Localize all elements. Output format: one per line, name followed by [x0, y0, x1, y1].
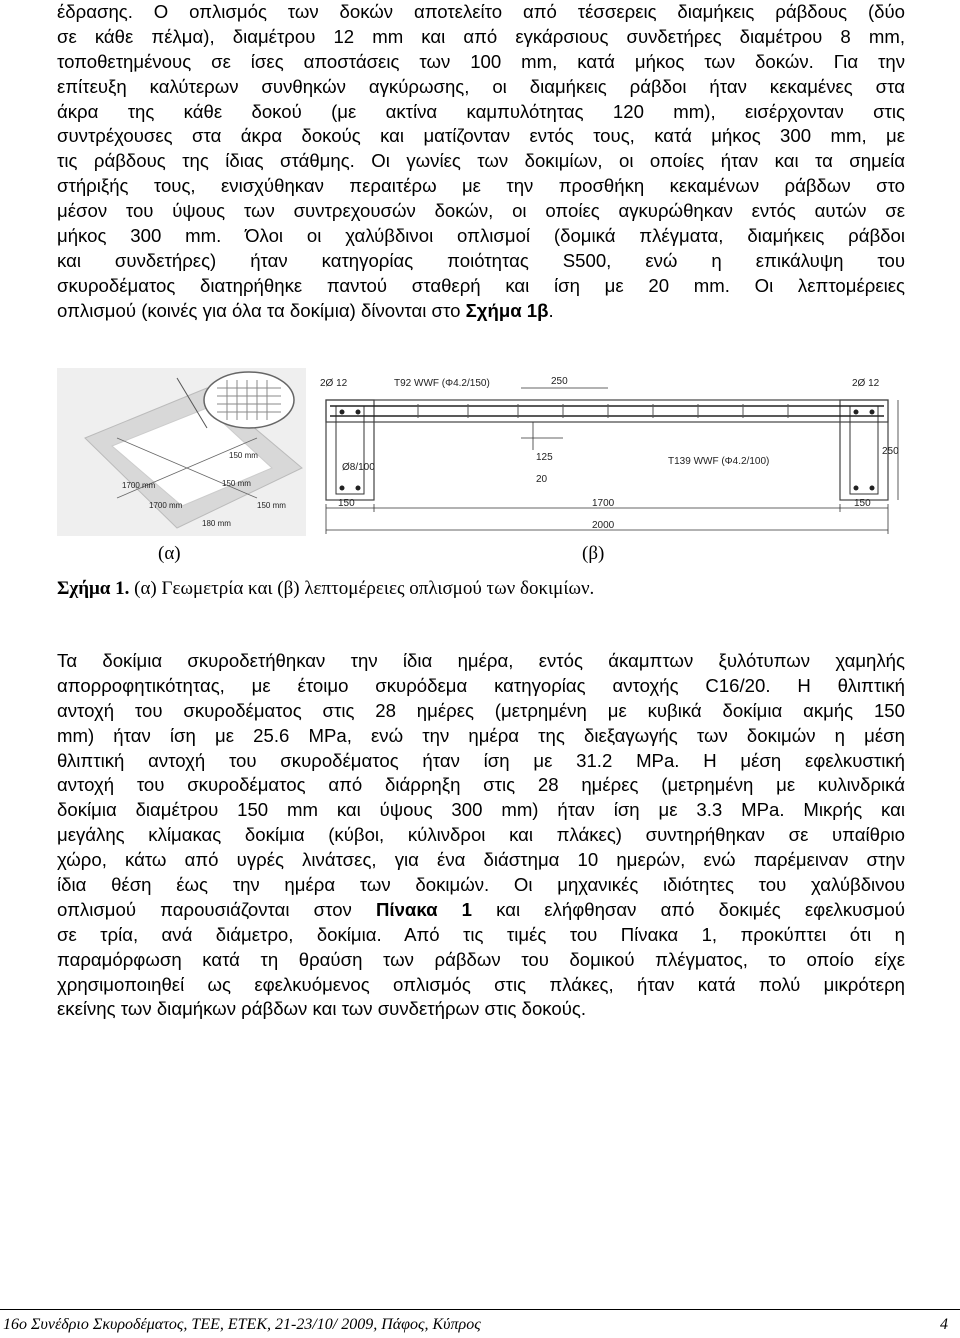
fig-a-label-3: 1700 mm: [122, 481, 156, 490]
text-line: μήκος 300 mm. Όλοι οι χαλύβδινοι οπλισμοί (δομικά πλέγματα, διαμήκεις ράβδοι: [57, 225, 905, 247]
text-line: εκείνης των διαμήκων ράβδων και των συνδετήρων στις δοκούς.: [57, 998, 586, 1020]
text-line: [57, 898, 905, 923]
text-line: επίτευξη καλύτερων συνθηκών αγκύρωσης, οι διαμήκεις ράβδοι ήταν κεκαμένες στα: [57, 75, 905, 97]
text-line: έδρασης. Ο οπλισμός των δοκών αποτελείτο από τέσσερεις διαμήκεις ράβδους (δύο: [57, 1, 905, 22]
fig-b-bottom-bars: 2Ø 12: [852, 378, 880, 389]
figure-geometry-drawing: [57, 368, 306, 536]
fig-b-bottom-mesh: T139 WWF (Φ4.2/100): [668, 456, 770, 467]
fig-b-total-2000: 2000: [592, 520, 615, 531]
fig-a-label-2: 150 mm: [222, 479, 251, 488]
text-line: mm) ήταν ίση με 25.6 MPa, ενώ την ημέρα της διεξαγωγής των δοκιμών η μέση: [57, 724, 905, 746]
text-line: Τα δοκίμια σκυροδετήθηκαν την ίδια ημέρα, εντός άκαμπτων ξυλότυπων χαμηλής: [57, 650, 905, 671]
fig-b-spacing-250: 250: [551, 376, 568, 387]
text-line: τοποθετημένους σε ίσες αποστάσεις των 100 mm, κατά μήκος των δοκών. Για την: [57, 50, 905, 72]
text-line-prefix: οπλισμού παρουσιάζονται στον: [57, 898, 376, 920]
text-line-suffix: και ελήφθησαν από δοκιμές εφελκυσμού: [472, 898, 905, 920]
text-line: ίδια θέση έως την ημέρα των δοκιμών. Οι μηχανικές ιδιότητες του χαλύβδινου: [57, 874, 905, 896]
fig-b-spacing-125: 125: [536, 452, 553, 463]
figure-reference: Σχήμα 1β: [465, 299, 549, 321]
text-line-prefix: οπλισμού (κοινές για όλα τα δοκίμια) δίνονται στο: [57, 299, 466, 321]
fig-b-top-mesh: T92 WWF (Φ4.2/150): [394, 378, 490, 389]
fig-a-label-1: 150 mm: [229, 451, 258, 460]
figure-geometry: [57, 368, 306, 536]
fig-b-span-1700: 1700: [592, 498, 615, 509]
fig-b-width-150-right: 150: [854, 498, 871, 509]
text-line-suffix: .: [548, 299, 554, 321]
fig-b-stirrups: Ø8/100: [342, 462, 375, 473]
table-reference: Πίνακα 1: [375, 898, 473, 920]
text-line: σκυροδέματος διατηρήθηκε παντού σταθερή και ίση με 20 mm. Οι λεπτομέρειες: [57, 274, 905, 296]
fig-b-spacing-20: 20: [536, 474, 548, 485]
text-line: μέσον του ύψους των συντρεχουσών δοκών, οι οποίες αγκυρώθηκαν εντός αυτών σε: [57, 200, 905, 222]
text-line: χώρο, κάτω από υγρές λινάτσες, για ένα διάστημα 10 ημερών, ενώ παρέμειναν στην: [57, 849, 905, 871]
text-line: αντοχή του σκυροδέματος στις 28 ημέρες (μετρημένη με κυβικά δοκίμια ακμής 150: [57, 699, 905, 721]
text-line: συντρέχουσες στα άκρα δοκούς και ματίζονταν εντός τους, κατά μήκος 300 mm, με: [57, 125, 905, 147]
fig-b-top-bars: 2Ø 12: [320, 378, 348, 389]
text-line: μεγάλης κλίμακας δοκίμια (κύβοι, κύλινδροι και πλάκες) συντηρήθηκαν σε υπαίθριο: [57, 824, 905, 846]
text-line: τις ράβδους της ίδιας στάθμης. Οι γωνίες των δοκιμίων, οι οποίες ήταν και τα σημεία: [57, 150, 905, 172]
text-line: αντοχή του σκυροδέματος από διάρρηξη στις 28 ημέρες (μετρημένη με κυλινδρικά: [57, 774, 905, 796]
paragraph-reinforcement: [57, 0, 905, 324]
figure-caption-text: (α) Γεωμετρία και (β) λεπτομέρειες οπλισμού των δοκιμίων.: [129, 578, 595, 599]
text-line: απορροφητικότητας, με έτοιμο σκυρόδεμα κατηγορίας αντοχής C16/20. Η θλιπτική: [57, 674, 905, 696]
text-line: σε τρία, ανά διάμετρο, δοκίμια. Από τις τιμές του Πίνακα 1, προκύπτει ότι η: [57, 923, 905, 945]
figure-caption: [57, 578, 594, 600]
text-line: άκρα της κάθε δοκού (με ακτίνα καμπυλότητας 120 mm), εισέρχονταν στις: [57, 100, 905, 122]
fig-a-label-4: 1700 mm: [149, 501, 183, 510]
paragraph-materials: [57, 649, 905, 1022]
figure-reinforcement-details: [308, 370, 908, 542]
fig-a-label-6: 150 mm: [257, 501, 286, 510]
fig-a-label-5: 180 mm: [202, 519, 231, 528]
figure-caption-number: Σχήμα 1.: [57, 578, 130, 599]
figure-reinforcement-drawing: [308, 370, 908, 542]
text-line: παραμόρφωση κατά τη θραύση των ράβδων του δομικού πλέγματος, το οποίο είχε: [57, 948, 905, 970]
text-line: θλιπτική αντοχή του σκυροδέματος ήταν ίση με 31.2 MPa. Η μέση εφελκυστική: [57, 749, 905, 771]
text-line: χρησιμοποιηθεί ως εφελκυόμενος οπλισμός στις πλάκες, ήταν κατά πολύ μικρότερη: [57, 973, 905, 995]
text-line: [57, 299, 905, 324]
page-number: 4: [940, 1316, 948, 1333]
text-line: και συνδετήρες) ήταν κατηγορίας ποιότητας S500, ενώ η επικάλυψη του: [57, 249, 905, 271]
fig-b-height-250: 250: [882, 446, 899, 457]
footer-conference: 16ο Συνέδριο Σκυροδέματος, ΤΕΕ, ΕΤΕΚ, 21-23/10/ 2009, Πάφος, Κύπρος: [3, 1316, 481, 1333]
figure-label-b: (β): [582, 543, 605, 564]
text-line: σε κάθε πέλμα), διαμέτρου 12 mm και από εγκάρσιους συνδετήρες διαμέτρου 8 mm,: [57, 25, 905, 47]
figure-label-a: (α): [158, 543, 181, 564]
fig-b-width-150-left: 150: [338, 498, 355, 509]
text-line: στήριξής τους, ενισχύθηκαν περαιτέρω με την προσθήκη κεκαμένων ράβδων στο: [57, 175, 905, 197]
text-line: δοκίμια διαμέτρου 150 mm και ύψους 300 mm) ήταν ίση με 3.3 MPa. Μικρής και: [57, 799, 905, 821]
footer-divider: [0, 1309, 960, 1310]
